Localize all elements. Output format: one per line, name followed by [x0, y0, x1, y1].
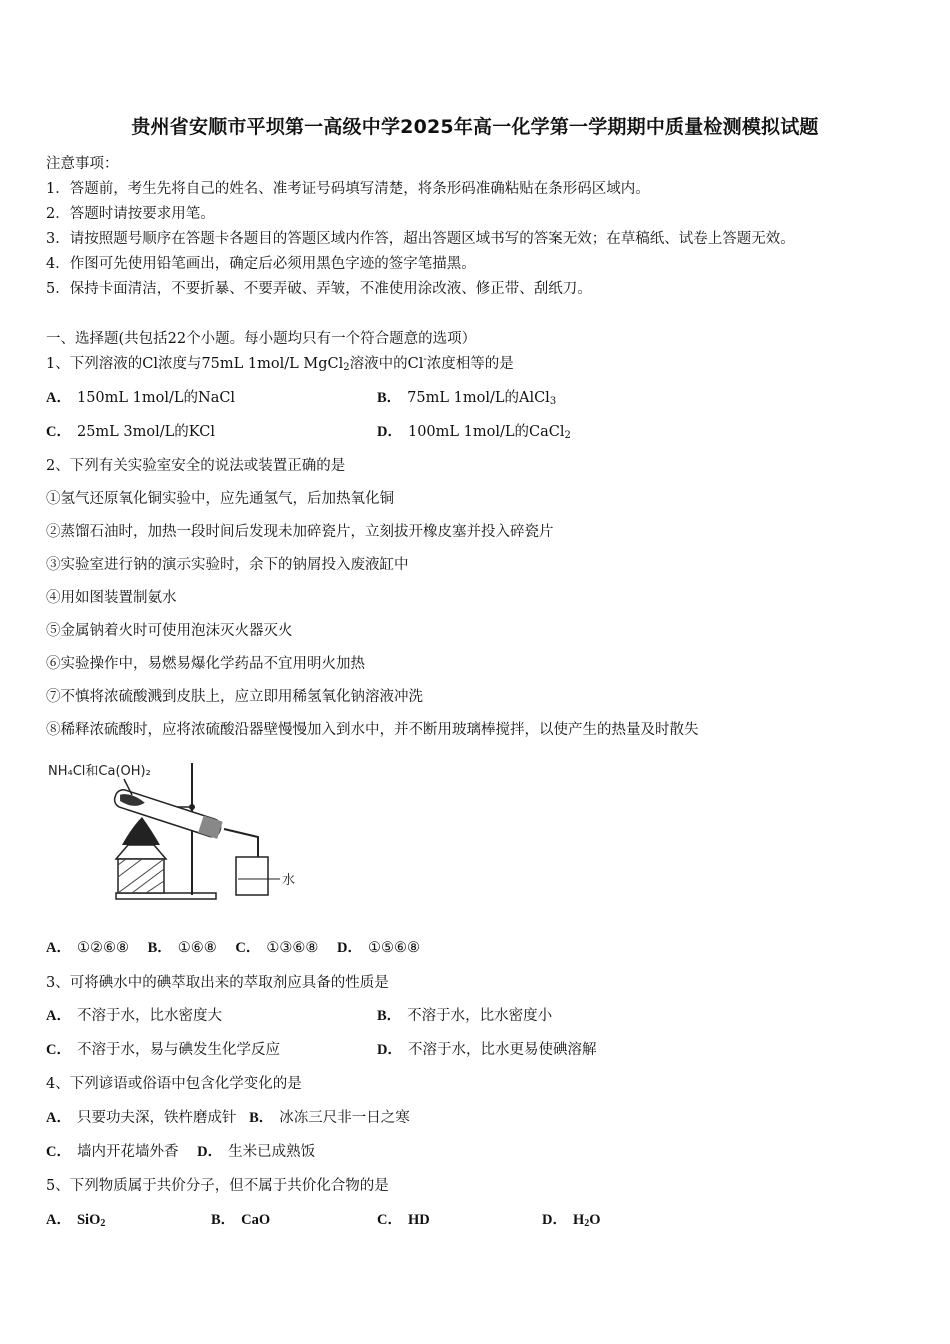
question-5-option-d[interactable]: D． $H_2O$ — [542, 1212, 601, 1229]
question-2-statement: ⑧稀释浓硫酸时，应将浓硫酸沿器壁慢慢加入到水中，并不断用玻璃棒搅拌，以使产生的热量及时散失 — [46, 722, 699, 738]
question-2-statement: ⑥实验操作中，易燃易爆化学药品不宜用明火加热 — [46, 656, 365, 672]
question-3-option-d[interactable]: D． 不溶于水，比水更易使碘溶解 — [377, 1042, 597, 1058]
question-1-option-c[interactable]: C． 25mL 3mol/L的KCl — [46, 424, 215, 440]
figure-water-label: 水 — [282, 873, 296, 888]
question-2-option-c[interactable]: C． ①③⑥⑧ — [235, 940, 319, 956]
section-heading: 一、选择题(共包括22个小题。每小题均只有一个符合题意的选项） — [46, 331, 477, 347]
question-5-option-c[interactable]: C． HD — [377, 1212, 430, 1228]
question-3-option-a[interactable]: A． 不溶于水，比水密度大 — [46, 1008, 222, 1024]
question-5-option-b[interactable]: B． CaO — [211, 1212, 271, 1228]
figure-reagent-label: NH₄Cl和Ca(OH)₂ — [48, 764, 151, 779]
question-4-option-c[interactable]: C． 墙内开花墙外香 — [46, 1144, 179, 1160]
alcohol-lamp-icon — [116, 845, 166, 859]
question-2-statement: ③实验室进行钠的演示实验时，余下的钠屑投入废液缸中 — [46, 557, 409, 573]
notice-item: 2．答题时请按要求用笔。 — [46, 206, 215, 222]
question-2-option-d[interactable]: D． ①⑤⑥⑧ — [336, 940, 420, 956]
question-1-option-d[interactable]: D． 100mL 1mol/L的CaCl$_2$ — [377, 424, 571, 441]
question-4-option-d[interactable]: D． 生米已成熟饭 — [197, 1144, 316, 1160]
question-3-option-b[interactable]: B． 不溶于水，比水密度小 — [377, 1008, 553, 1024]
question-4-options-cd — [46, 1140, 315, 1161]
question-2-stem: 2、下列有关实验室安全的说法或装置正确的是 — [46, 458, 346, 474]
beaker-icon — [236, 857, 268, 895]
question-2-statement: ⑤金属钠着火时可使用泡沫灭火器灭火 — [46, 623, 293, 639]
question-2-statement: ②蒸馏石油时，加热一段时间后发现未加碎瓷片，立刻拔开橡皮塞并投入碎瓷片 — [46, 524, 554, 540]
question-5-option-a[interactable]: A． SiO$_2$ — [46, 1212, 106, 1229]
question-3-stem: 3、可将碘水中的碘萃取出来的萃取剂应具备的性质是 — [46, 975, 389, 991]
question-2-statement: ①氢气还原氧化铜实验中，应先通氢气，后加热氧化铜 — [46, 491, 394, 507]
notice-heading: 注意事项： — [46, 156, 119, 172]
question-1-stem: 1、下列溶液的Cl浓度与75mL 1mol/L MgCl$_2$溶液中的Cl-浓度相等的是 — [46, 354, 514, 373]
question-4-option-b[interactable]: B． 冰冻三尺非一日之寒 — [249, 1110, 410, 1126]
question-3-option-c[interactable]: C． 不溶于水，易与碘发生化学反应 — [46, 1042, 280, 1058]
question-2-options — [46, 936, 420, 957]
question-4-options-ab — [46, 1106, 410, 1127]
question-4-stem: 4、下列谚语或俗语中包含化学变化的是 — [46, 1076, 302, 1092]
page-title: 贵州省安顺市平坝第一高级中学2025年高一化学第一学期期中质量检测模拟试题 — [131, 116, 819, 138]
notice-item: 5．保持卡面清洁，不要折暴、不要弄破、弄皱，不准使用涂改液、修正带、刮纸刀。 — [46, 281, 592, 297]
question-1-option-b[interactable]: B． 75mL 1mol/L的AlCl$_3$ — [377, 390, 557, 407]
test-tube-icon — [113, 788, 223, 839]
notice-item: 1．答题前，考生先将自己的姓名、准考证号码填写清楚，将条形码准确粘贴在条形码区域内。 — [46, 181, 650, 197]
ammonia-apparatus-figure — [46, 755, 306, 915]
question-4-option-a[interactable]: A． 只要功夫深，铁杵磨成针 — [46, 1110, 237, 1126]
stand-base-icon — [116, 893, 216, 899]
question-2-statement: ⑦不慎将浓硫酸溅到皮肤上，应立即用稀氢氧化钠溶液冲洗 — [46, 689, 423, 705]
question-2-statement: ④用如图装置制氨水 — [46, 590, 177, 606]
question-5-stem: 5、下列物质属于共价分子，但不属于共价化合物的是 — [46, 1178, 389, 1194]
flame-icon — [122, 817, 160, 845]
notice-item: 3．请按照题号顺序在答题卡各题目的答题区域内作答，超出答题区域书写的答案无效；在草稿纸、试卷上答题无效。 — [46, 231, 795, 247]
notice-item: 4．作图可先使用铅笔画出，确定后必须用黑色字迹的签字笔描黑。 — [46, 256, 476, 272]
question-1-option-a[interactable]: A． 150mL 1mol/L的NaCl — [46, 390, 236, 406]
question-2-option-b[interactable]: B． ①⑥⑧ — [147, 940, 217, 956]
question-2-option-a[interactable]: A． ①②⑥⑧ — [46, 940, 129, 956]
